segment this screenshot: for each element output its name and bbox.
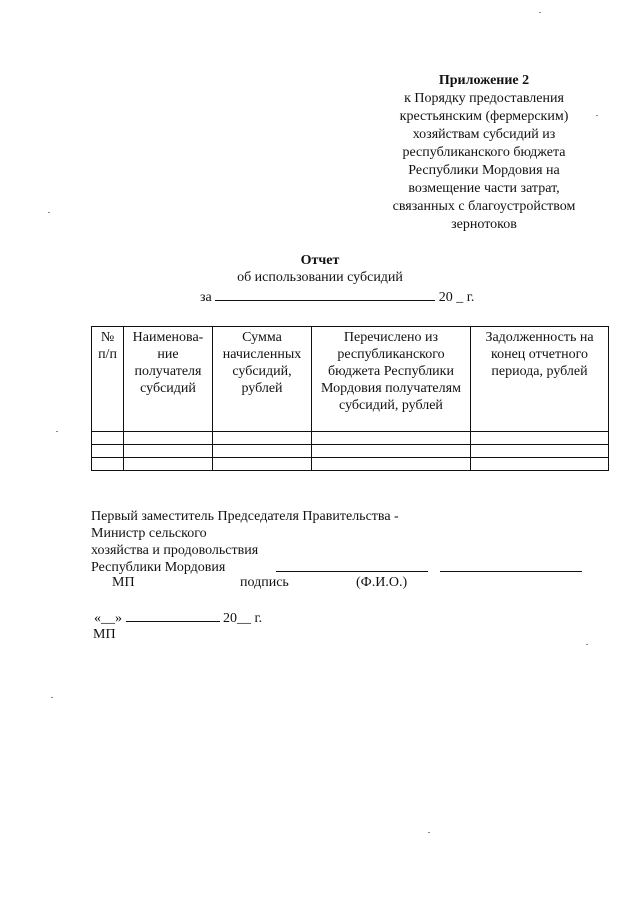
- appendix-line: возмещение части затрат,: [408, 181, 560, 196]
- table-cell: [312, 458, 471, 471]
- appendix-line: хозяйствам субсидий из: [412, 127, 556, 142]
- appendix-line: республиканского бюджета: [402, 145, 566, 160]
- appendix-line: крестьянским (фермерским): [399, 109, 569, 124]
- table-header-cell: Сумма начисленных субсидий, рублей: [213, 327, 312, 432]
- table-cell: [471, 458, 609, 471]
- table-cell: [213, 432, 312, 445]
- scan-speck: [596, 115, 598, 116]
- date-day-quote: «__»: [94, 611, 122, 626]
- table-cell: [471, 445, 609, 458]
- table-cell: [124, 445, 213, 458]
- table-cell: [124, 458, 213, 471]
- signer-title-line: Министр сельского: [91, 526, 207, 541]
- scan-speck: [539, 12, 541, 13]
- signature-line: [276, 570, 428, 572]
- appendix-line: к Порядку предоставления: [404, 91, 564, 106]
- signer-title-line: Республики Мордовия: [91, 560, 226, 575]
- appendix-title: Приложение 2: [438, 73, 530, 88]
- date-year: 20__ г.: [223, 611, 263, 626]
- table-cell: [92, 432, 124, 445]
- table-cell: [312, 445, 471, 458]
- mp-label: МП: [112, 575, 135, 590]
- scan-speck: [428, 832, 430, 833]
- table-header-cell: Наименова-ние получателя субсидий: [124, 327, 213, 432]
- table-cell: [92, 445, 124, 458]
- table-header-cell: № п/п: [92, 327, 124, 432]
- table-header-cell: Перечислено из республиканского бюджета Республики Мордовия получателям субсидий, рублей: [312, 327, 471, 432]
- table-row: [92, 432, 609, 445]
- table-header-row: [92, 327, 609, 432]
- period-prefix: за: [200, 290, 212, 305]
- table-header-cell: Задолженность на конец отчетного периода, рублей: [471, 327, 609, 432]
- report-title: Отчет: [300, 253, 340, 268]
- date-field: [94, 609, 262, 627]
- appendix-line: связанных с благоустройством: [392, 199, 576, 214]
- mp-bottom-label: МП: [93, 627, 116, 642]
- table-cell: [471, 432, 609, 445]
- table-cell: [213, 458, 312, 471]
- appendix-line: зернотоков: [451, 217, 517, 232]
- signature-block: [91, 508, 399, 576]
- table-cell: [124, 432, 213, 445]
- table-cell: [312, 432, 471, 445]
- appendix-line: Республики Мордовия на: [408, 163, 560, 178]
- table-cell: [92, 458, 124, 471]
- table-cell: [213, 445, 312, 458]
- signer-title-line: Первый заместитель Председателя Правительства -: [91, 509, 399, 524]
- signer-title-line: хозяйства и продовольствия: [91, 543, 259, 558]
- date-month-line: [126, 609, 220, 622]
- name-line: [440, 570, 582, 572]
- period-blank-line: [215, 288, 435, 301]
- name-caption: (Ф.И.О.): [356, 575, 408, 590]
- subsidy-report-table: [91, 326, 609, 471]
- report-period: [200, 288, 474, 306]
- scan-speck: [586, 644, 588, 645]
- table-row: [92, 458, 609, 471]
- report-subtitle: об использовании субсидий: [237, 270, 403, 285]
- signature-caption: подпись: [240, 575, 289, 590]
- appendix-block: [370, 72, 598, 234]
- scan-speck: [56, 431, 58, 432]
- table-row: [92, 445, 609, 458]
- scan-speck: [51, 697, 53, 698]
- scan-speck: [48, 212, 50, 213]
- period-year: 20 _ г.: [438, 290, 475, 305]
